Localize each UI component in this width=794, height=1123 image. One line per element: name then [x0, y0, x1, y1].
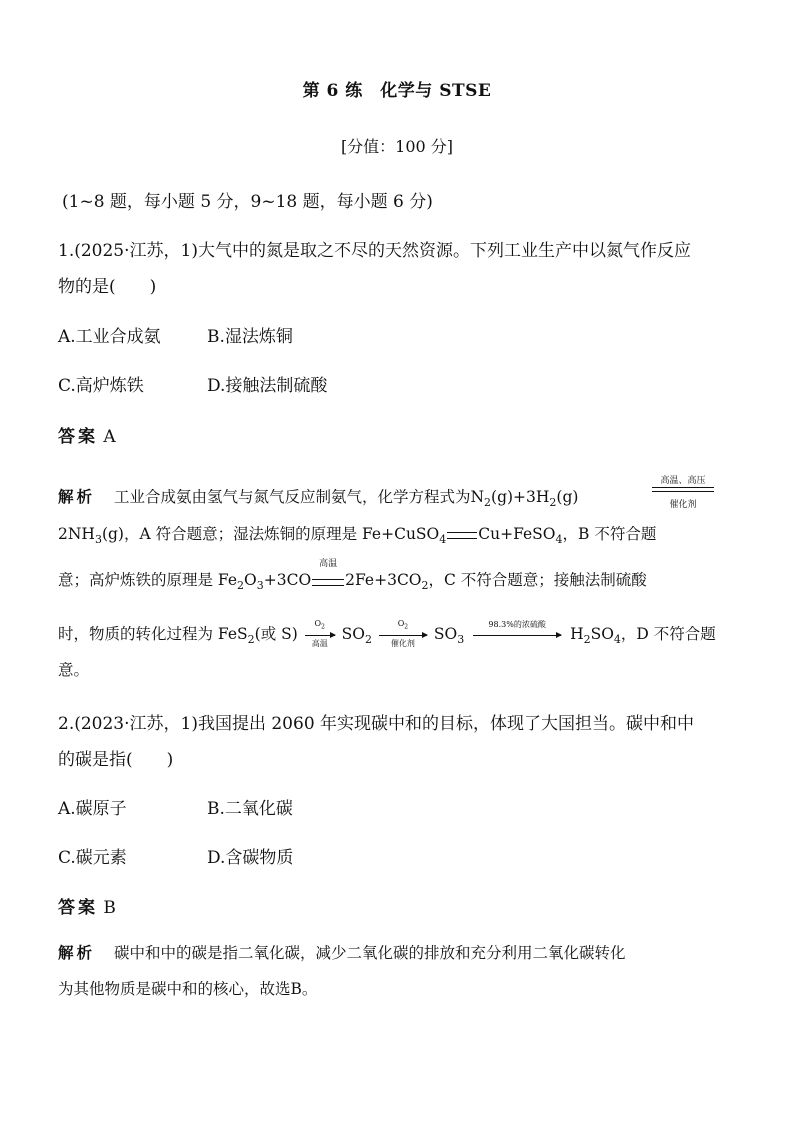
q1-analysis-line2: $2NH_3(g)$，A 符合题意；湿法炼铜的原理是 Fe+CuSO$_4$ Cu+FeSO$_4$，B 不符合题 [58, 525, 657, 547]
q1-analysis-line3: 意；高炉炼铁的原理是 $Fe_2O_3+3CO$ 高温 $2Fe+3CO_2$，C 不符合题意；接触法制硫酸 [58, 559, 647, 593]
q1-stem-line2: 物的是( ) [58, 277, 157, 297]
instructions: (1~8 题，每小题 5 分，9~18 题，每小题 6 分) [62, 192, 433, 212]
score-note: [分值：100 分] [340, 137, 454, 156]
analysis-label: 解析 [58, 943, 96, 962]
q1-option-c: C.高炉炼铁 [58, 376, 144, 396]
q2-analysis-line1: 解析 碳中和中的碳是指二氧化碳，减少二氧化碳的排放和充分利用二氧化碳转化 [58, 943, 626, 962]
q1-analysis-line1: 解析 工业合成氨由氢气与氮气反应制氨气，化学方程式为$N_2(g)+3H_2(g)$ [58, 487, 579, 510]
analysis-label: 解析 [58, 487, 96, 506]
q1-option-d: D.接触法制硫酸 [207, 376, 328, 396]
q2-option-d: D.含碳物质 [207, 848, 294, 868]
q1-stem-line1: 1.(2025·江苏，1)大气中的氮是取之不尽的天然资源。下列工业生产中以氮气作反应 [58, 241, 691, 261]
q1-analysis-line4: 时，物质的转化过程为 FeS$_2$(或 S) $O_2$ 高温 $SO_2$ $O_2$ 催化剂 $SO_3$ 98.3%的浓硫酸 $H_2SO_4$，D 不符合题 [58, 618, 716, 648]
answer-label: 答案 [58, 427, 98, 447]
q1-reversible-condition: 高温、高压 催化剂 [652, 468, 714, 511]
answer-label: 答案 [58, 898, 98, 918]
q2-stem-line1: 2.(2023·江苏，1)我国提出 2060 年实现碳中和的目标，体现了大国担当。碳中和中 [58, 714, 695, 734]
page-title: 第 6 练 化学与 STSE [302, 81, 492, 101]
q1-analysis-line5: 意。 [58, 661, 90, 679]
answer-value: B [103, 898, 116, 918]
q2-option-a: A.碳原子 [58, 799, 127, 819]
q2-answer [58, 893, 116, 918]
q1-option-a: A.工业合成氨 [58, 327, 161, 347]
q2-option-b: B.二氧化碳 [207, 799, 293, 819]
q1-answer [58, 422, 116, 447]
answer-value: A [103, 427, 116, 447]
q2-analysis-line2: 为其他物质是碳中和的核心，故选B。 [58, 980, 318, 998]
q2-option-c: C.碳元素 [58, 848, 127, 868]
q2-stem-line2: 的碳是指( ) [58, 750, 174, 770]
q1-option-b: B.湿法炼铜 [207, 327, 293, 347]
